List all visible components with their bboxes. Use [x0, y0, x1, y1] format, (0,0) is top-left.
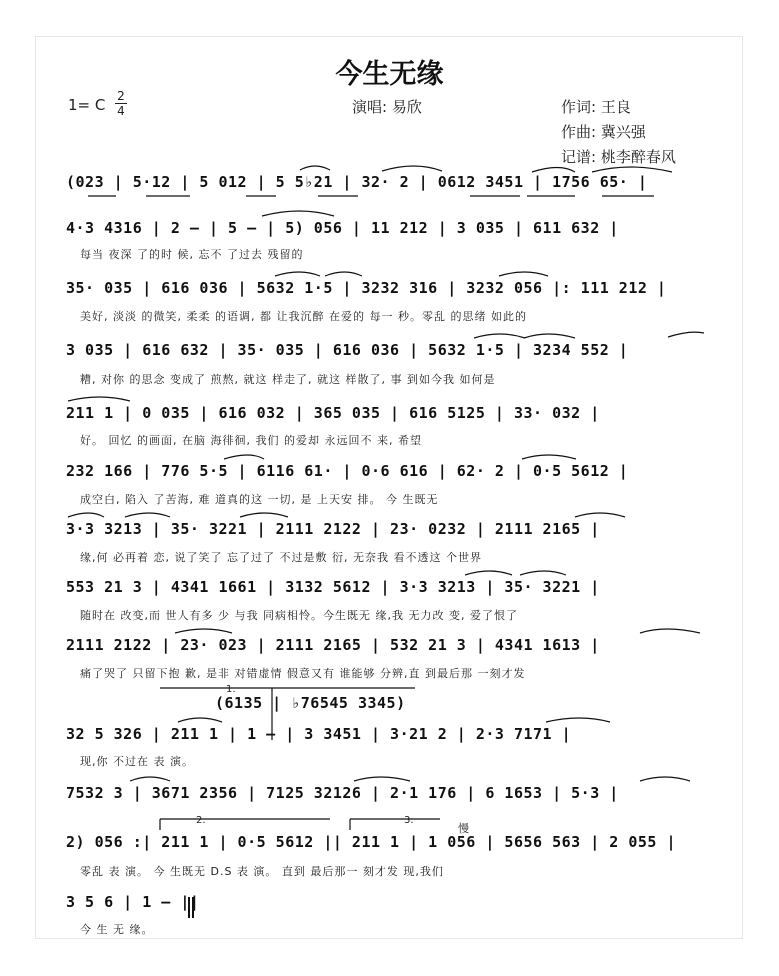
- score-line-1: (023 | 5·12 | 5 012 | 5 5♭21 | 32· 2 | 0612 3451 | 1756 65· |: [66, 173, 648, 191]
- score-line-10: 32 5 326 | 211 1 | 1 – | 3 3451 | 3·21 2 | 2·3 7171 |: [66, 725, 572, 743]
- lyric-line-12: 零乱 表 演。 今 生既无 D.S 表 演。 直到 最后那一 刻才发 现,我们: [80, 865, 444, 878]
- lyric-line-9: 痛了哭了 只留下抱 歉, 是非 对错虚情 假意又有 谁能够 分辨,直 到最后那 一刻才发: [80, 667, 526, 680]
- time-signature: [115, 90, 127, 117]
- composer-credit: 作曲: 冀兴强: [561, 123, 646, 141]
- lyric-line-13: 今 生 无 缘。: [80, 923, 154, 936]
- time-signature-top: 2: [117, 89, 125, 103]
- score-line-13: 3 5 6 | 1 – ||: [66, 893, 200, 911]
- score-line-11: 7532 3 | 3671 2356 | 7125 32126 | 2·1 176 | 6 1653 | 5·3 |: [66, 784, 619, 802]
- lyric-line-2: 每当 夜深 了的时 候, 忘不 了过去 残留的: [80, 248, 304, 261]
- volta-2-label: 2.: [196, 815, 206, 826]
- volta-1-label: 1.: [226, 684, 236, 695]
- score-line-5: 211 1 | 0 035 | 616 032 | 365 035 | 616 5125 | 33· 032 |: [66, 404, 600, 422]
- lyric-line-7: 缘,何 必再着 恋, 说了笑了 忘了过了 不过是敷 衍, 无奈我 看不透这 个世界: [80, 551, 482, 564]
- tempo-mark: 慢: [458, 822, 469, 835]
- lyric-line-3: 美好, 淡淡 的微笑, 柔柔 的语调, 都 让我沉醉 在爱的 每一 秒。零乱 的思绪 如此的: [80, 310, 527, 323]
- score-line-8: 553 21 3 | 4341 1661 | 3132 5612 | 3·3 3213 | 35· 3221 |: [66, 578, 600, 596]
- score-line-2: 4·3 4316 | 2 – | 5 – | 5) 056 | 11 212 | 3 035 | 611 632 |: [66, 219, 619, 237]
- singer-credit: 演唱: 易欣: [352, 98, 422, 116]
- score-line-6: 232 166 | 776 5·5 | 6116 61· | 0·6 616 | 62· 2 | 0·5 5612 |: [66, 462, 629, 480]
- key-signature: 1= C: [68, 96, 106, 114]
- lyric-line-6: 成空白, 陷入 了苦海, 难 道真的这 一切, 是 上天安 排。 今 生既无: [80, 493, 439, 506]
- lyric-line-5: 好。 回忆 的画面, 在脑 海徘徊, 我们 的爱却 永远回不 来, 希望: [80, 434, 422, 447]
- transcriber-credit: 记谱: 桃李醉春风: [561, 148, 676, 166]
- score-line-4: 3 035 | 616 632 | 35· 035 | 616 036 | 5632 1·5 | 3234 552 |: [66, 341, 629, 359]
- volta-3-label: 3.: [404, 815, 414, 826]
- sheet-page: [35, 36, 743, 939]
- song-title: 今生无缘: [335, 59, 444, 90]
- lyric-line-4: 糟, 对你 的思念 变成了 煎熬, 就这 样走了, 就这 样散了, 事 到如今我 如何是: [80, 373, 496, 386]
- score-line-9: 2111 2122 | 23· 023 | 2111 2165 | 532 21 3 | 4341 1613 |: [66, 636, 600, 654]
- lyricist-credit: 作词: 王良: [561, 98, 631, 116]
- lyric-line-8: 随时在 改变,而 世人有多 少 与我 同病相怜。今生既无 缘,我 无力改 变, 爱了恨了: [80, 609, 518, 622]
- score-line-3: 35· 035 | 616 036 | 5632 1·5 | 3232 316 | 3232 056 |: 111 212 |: [66, 279, 667, 297]
- score-line-7: 3·3 3213 | 35· 3221 | 2111 2122 | 23· 0232 | 2111 2165 |: [66, 520, 600, 538]
- score-line-12: 2) 056 :| 211 1 | 0·5 5612 || 211 1 | 1 056 | 5656 563 | 2 055 |: [66, 833, 676, 851]
- interlude-line: (6135 | ♭76545 3345): [215, 694, 406, 712]
- lyric-line-10: 现,你 不过在 表 演。: [80, 755, 194, 768]
- time-signature-bottom: 4: [117, 104, 125, 118]
